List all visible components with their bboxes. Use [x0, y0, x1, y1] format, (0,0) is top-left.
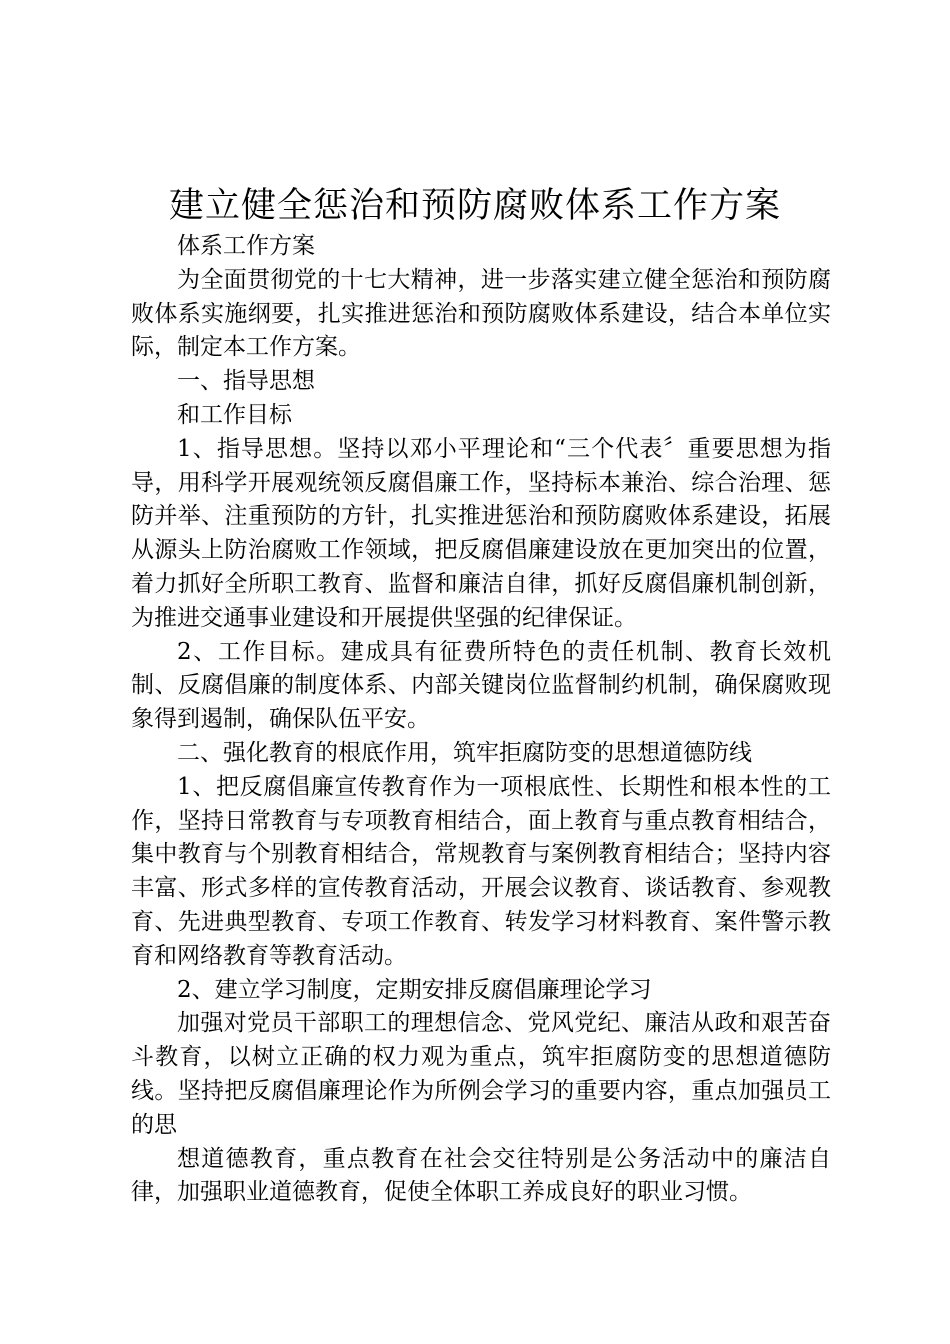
paragraph-moral-education: 想道德教育，重点教育在社会交往特别是公务活动中的廉洁自律，加强职业道德教育，促使全体职工养成良好的职业习惯。 [131, 1145, 831, 1206]
document-body [131, 230, 831, 1210]
paragraph-subtitle: 体系工作方案 [177, 233, 315, 259]
paragraph-work-goal: 2、工作目标。建成具有征费所特色的责任机制、教育长效机制、反腐倡廉的制度体系、内部关键岗位监督制约机制，确保腐败现象得到遏制，确保队伍平安。 [131, 638, 831, 733]
paragraph-intro: 为全面贯彻党的十七大精神，进一步落实建立健全惩治和预防腐败体系实施纲要，扎实推进惩治和预防腐败体系建设，结合本单位实际，制定本工作方案。 [131, 266, 831, 361]
section-heading-1: 一、指导思想 [177, 368, 315, 395]
paragraph-strengthen: 加强对党员干部职工的理想信念、党风党纪、廉洁从政和艰苦奋斗教育，以树立正确的权力观为重点，筑牢拒腐防变的思想道德防线。坚持把反腐倡廉理论作为所例会学习的重要内容，重点加强员工的思 [131, 1010, 831, 1138]
paragraph-study-system: 2、建立学习制度，定期安排反腐倡廉理论学习 [177, 976, 652, 1003]
document-title: 建立健全惩治和预防腐败体系工作方案 [168, 186, 781, 226]
section-heading-2: 二、强化教育的根底作用，筑牢拒腐防变的思想道德防线 [177, 739, 752, 766]
section-heading-1-cont: 和工作目标 [177, 401, 292, 428]
paragraph-education: 1、把反腐倡廉宣传教育作为一项根底性、长期性和根本性的工作，坚持日常教育与专项教育相结合，面上教育与重点教育相结合，集中教育与个别教育相结合，常规教育与案例教育相结合；坚持内容丰富、形式多样的宣传教育活动，开展会议教育、谈话教育、参观教育、先进典型教育、专项工作教育、转发学习材料教育、案件警示教育和网络教育等教育活动。 [131, 773, 831, 969]
paragraph-guiding-thought: 1、指导思想。坚持以邓小平理论和“三个代表〞重要思想为指导，用科学开展观统领反腐倡廉工作，坚持标本兼治、综合治理、惩防并举、注重预防的方针，扎实推进惩治和预防腐败体系建设，拓展从源头上防治腐败工作领域，把反腐倡廉建设放在更加突出的位置，着力抓好全所职工教育、监督和廉洁自律，抓好反腐倡廉机制创新，为推进交通事业建设和开展提供坚强的纪律保证。 [131, 435, 831, 631]
